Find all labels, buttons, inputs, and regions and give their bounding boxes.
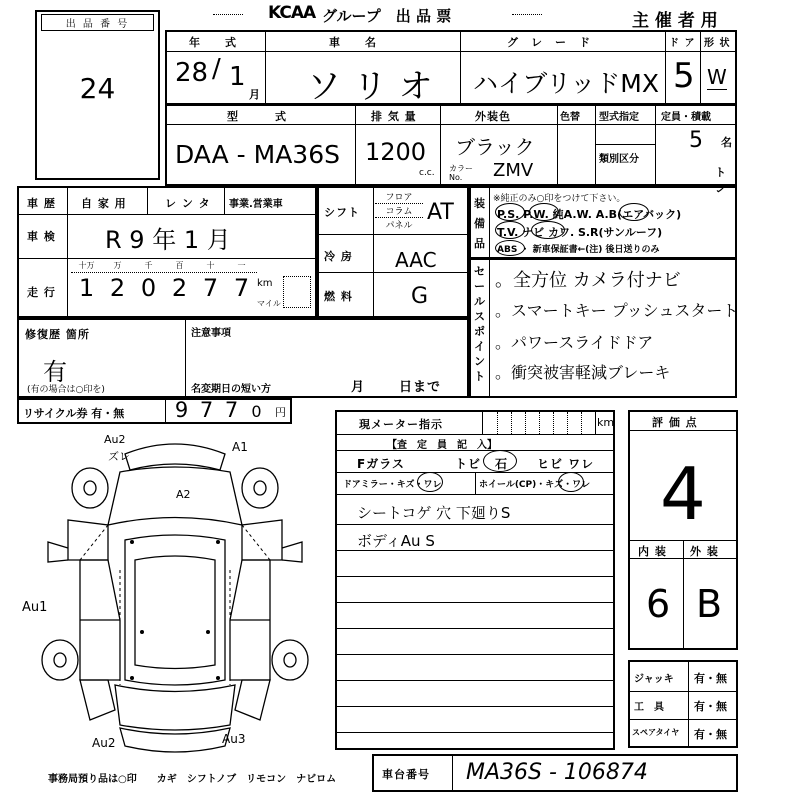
evaluation-score: 4: [660, 452, 706, 536]
mileage-label: 走 行: [27, 286, 56, 299]
year-separator: /: [212, 54, 221, 84]
shape-value: W: [707, 65, 727, 89]
shift-floor[interactable]: フロア: [375, 190, 423, 204]
shift-panel[interactable]: パネル: [385, 221, 413, 231]
recycle-digit: 9: [174, 398, 189, 422]
wheel-label: ホイール(CP)・キズ・ワレ: [479, 480, 591, 490]
shape-label: 形 状: [704, 38, 731, 49]
history-business[interactable]: 事業.営業車: [229, 199, 283, 210]
repair-value: 有: [43, 358, 67, 386]
footer-note: 事務局預り品は○印 カギ シフトノブ リモコン ナビロム: [48, 774, 337, 785]
model-value: DAA - MA36S: [175, 140, 340, 169]
mile-unit: マイル: [257, 299, 281, 308]
cc-value: 1200: [365, 138, 427, 166]
tool-yesno[interactable]: 有・無: [694, 700, 727, 713]
circle-ps: [495, 203, 525, 221]
fuel-label: 燃 料: [324, 290, 353, 303]
exterior-label: 外 装: [690, 545, 719, 558]
load-unit: トン: [715, 166, 726, 195]
color-label: 外装色: [475, 110, 511, 123]
grade-label: グ レ ー ド: [507, 36, 591, 49]
mileage-digits: [71, 260, 257, 314]
evaluation-label: 評 価 点: [652, 416, 698, 429]
meter-box: [335, 410, 615, 750]
damage-mark: Au1: [22, 600, 48, 615]
ishi-circle: [483, 450, 517, 472]
name-change-month: 月: [351, 380, 366, 395]
evaluation-box: [628, 410, 738, 650]
f-glass-label: Fガラス: [357, 457, 405, 471]
spare-yesno[interactable]: 有・無: [694, 728, 727, 741]
shift-label: シフト: [324, 206, 360, 219]
inspector-label: 【査 定 員 記 入】: [387, 440, 497, 451]
equipment-line2: T.V. ナビ カワ. S.R(サンルーフ): [497, 226, 663, 239]
hibi-label: ヒビ ワレ: [537, 457, 595, 471]
mileage-digit: 1: [78, 274, 95, 302]
name-change-label: 名変期日の短い方: [191, 384, 271, 395]
inspector-note: ボディAu S: [357, 532, 435, 550]
history-label: 車 歴: [27, 197, 56, 210]
cc-label: 排 気 量: [371, 110, 417, 123]
logo: KCAA: [268, 3, 316, 23]
circle-tv: [495, 221, 525, 239]
equipment-line1: P.S. P.W. 純A.W. A.B(エアバック): [497, 208, 682, 221]
sales-point-item: 。パワースライドドア: [495, 333, 654, 352]
shift-options: [375, 190, 423, 231]
mileage-digit: 0: [140, 274, 157, 302]
chassis-box: [372, 754, 738, 792]
digit-header: 万: [113, 261, 122, 270]
damage-mark: ズレ: [108, 450, 130, 463]
door-mirror-circle: [417, 472, 443, 492]
mileage-digit: 7: [202, 274, 219, 302]
inspection-value: R 9 年 1 月: [105, 226, 231, 254]
form-title: グループ 出 品 票: [322, 7, 452, 25]
meter-digit-boxes: [482, 412, 594, 434]
equipment-line3: ABS ・ 新車保証書←(注) 後日送りのみ: [497, 245, 660, 255]
recycle-digits: [169, 400, 269, 422]
damage-mark: Au3: [222, 732, 246, 746]
lot-number-value: 24: [79, 72, 116, 105]
door-value: 5: [673, 56, 695, 96]
history-rental[interactable]: レ ン タ: [165, 197, 211, 210]
color-no-label: カラー No.: [449, 164, 473, 182]
recycle-digit: 7: [224, 398, 239, 422]
digit-header: 十万: [78, 261, 95, 270]
circle-ab: [619, 203, 649, 221]
ac-value: AAC: [395, 248, 437, 272]
meter-unit: km: [597, 416, 615, 429]
capacity-value: 5: [689, 128, 703, 153]
digit-header: 千: [144, 261, 153, 270]
color-value: ブラック: [455, 135, 535, 159]
sales-points-label: セールスポイント: [474, 265, 485, 383]
interior-value: 6: [646, 582, 671, 626]
digit-header: 一: [237, 261, 246, 270]
km-unit: km: [257, 278, 273, 289]
history-box: [17, 186, 317, 318]
ishi-label: 石: [495, 457, 509, 471]
wheel-circle: [558, 472, 584, 492]
recycle-label: リサイクル券 有・無: [23, 407, 125, 420]
header-dots-right: [512, 14, 542, 15]
recycle-box: [17, 398, 292, 424]
organizer-label: 主 催 者 用: [632, 11, 718, 31]
lot-number-label: 出 品 番 号: [41, 14, 154, 31]
digit-header: 百: [175, 261, 184, 270]
recycle-unit: 円: [275, 406, 286, 419]
lot-number-box: [35, 10, 160, 180]
car-diagram: [20, 430, 330, 760]
color-swap-label: 色替: [560, 112, 580, 123]
interior-label: 内 装: [638, 545, 667, 558]
car-name-label: 車 名: [329, 36, 377, 49]
damage-mark: Au2: [92, 736, 116, 750]
mile-box: [283, 276, 311, 308]
repair-note: (有の場合は○印を): [27, 385, 105, 395]
row2-box: [165, 104, 737, 195]
name-change-day: 日まで: [399, 380, 442, 395]
mileage-digit: 2: [171, 274, 188, 302]
shift-box: [317, 186, 469, 318]
shift-column[interactable]: コラム: [375, 204, 423, 218]
year-value: 28: [175, 58, 209, 88]
inspector-note: シートコゲ 穴 下廻りS: [357, 504, 511, 522]
shift-value: AT: [427, 200, 454, 225]
inspection-label: 車 検: [27, 230, 56, 243]
repair-box: [17, 318, 469, 398]
digit-header: 十: [206, 261, 215, 270]
month-value: 1: [229, 62, 246, 92]
mileage-digit: 2: [109, 274, 126, 302]
door-label: ド ア: [669, 38, 696, 49]
circle-pw: [529, 203, 559, 221]
year-label: 年 式: [189, 36, 237, 49]
meter-label: 現メーター指示: [359, 418, 443, 431]
grade-value: ハイブリッドMX: [473, 69, 659, 98]
equipment-note: ※純正のみ○印をつけて下さい。: [493, 194, 626, 204]
category-label: 類別区分: [599, 154, 639, 165]
caution-label: 注意事項: [191, 328, 231, 339]
sales-point-item: 。スマートキー プッシュスタート: [495, 301, 739, 320]
spare-label: スペアタイヤ: [632, 728, 680, 737]
damage-mark: Au2: [104, 433, 126, 446]
capacity-unit: 名: [721, 136, 732, 149]
recycle-digit: 7: [199, 398, 214, 422]
tobi-label: トビ: [455, 457, 482, 471]
header-dots-left: [213, 14, 243, 15]
fuel-value: G: [411, 284, 429, 309]
sales-point-item: 。衝突被害軽減ブレーキ: [495, 363, 671, 382]
color-no-value: ZMV: [493, 160, 534, 181]
car-name-value: ソリオ: [307, 67, 445, 107]
sales-point-item: 。全方位 カメラ付ナビ: [495, 270, 681, 291]
door-mirror-label: ドアミラー・キズ・ワレ: [343, 480, 442, 490]
ac-label: 冷 房: [324, 250, 353, 263]
jack-label: ジャッキ: [634, 674, 674, 685]
model-label: 型 式: [227, 110, 287, 123]
circle-abs: [495, 240, 525, 256]
row1-box: [165, 30, 737, 105]
chassis-label: 車台番号: [382, 768, 430, 781]
tools-box: [628, 660, 738, 748]
history-private[interactable]: 自 家 用: [81, 197, 127, 210]
exterior-value: B: [696, 582, 723, 626]
damage-mark: A1: [232, 440, 248, 454]
damage-mark: A2: [176, 488, 191, 501]
type-spec-label: 型式指定: [599, 112, 639, 123]
equipment-label: 装 備 品: [474, 197, 485, 250]
capacity-label: 定員・積載: [661, 112, 711, 123]
mileage-digit: 7: [233, 274, 250, 302]
recycle-digit: 0: [251, 402, 262, 421]
jack-yesno[interactable]: 有・無: [694, 672, 727, 685]
tool-label: 工 具: [634, 702, 664, 713]
circle-navi: [531, 221, 565, 239]
equipment-box: [469, 186, 737, 259]
sales-points-box: [469, 258, 737, 398]
chassis-value: MA36S - 106874: [466, 760, 648, 785]
repair-label: 修復歴 箇所: [25, 328, 90, 341]
cc-unit: c.c.: [419, 168, 435, 178]
month-unit: 月: [249, 88, 260, 101]
